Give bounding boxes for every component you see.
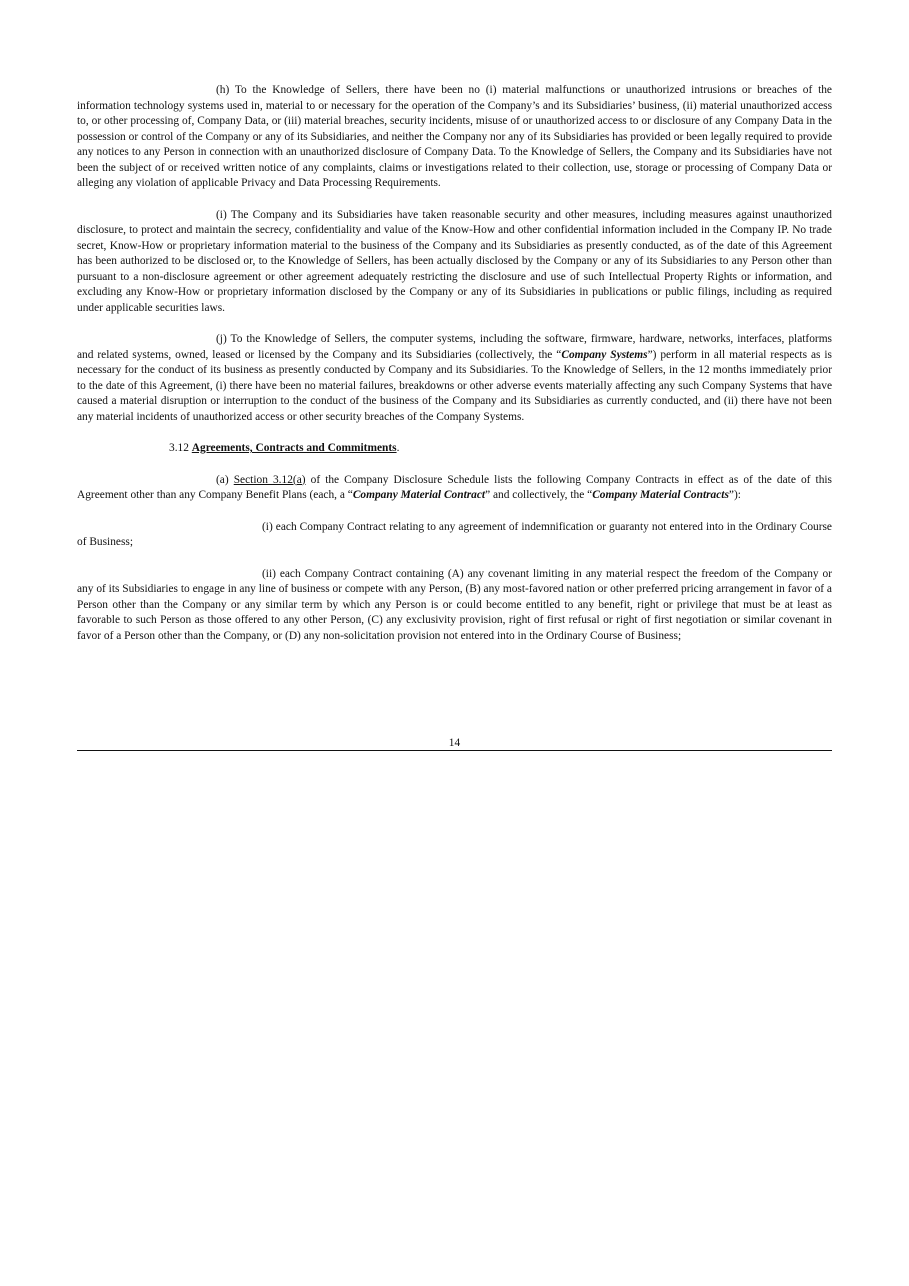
section-heading-3-12 <box>77 441 832 457</box>
defined-term-company-material-contracts: Company Material Contracts <box>592 489 729 501</box>
paragraph-a-i: (i) each Company Contract relating to any agreement of indemnification or guaranty not entered into in the Ordinary Course of Business; <box>77 520 832 548</box>
paragraph-j-text-after: ”) perform in all material respects as is necessary for the conduct of its business as presently conducted by Company and its Subsidiaries. To the Knowledge of Sellers, in the 12 months immediately prior to the date of this Agreement, (i) there have been no material failures, breakdowns or other adverse events materially affecting any such Company Systems that have caused a material disruption or interruption to the conduct of the business of the Company and its Subsidiaries as currently conducted, and (ii) there have not been any material incidents of unauthorized access or other security breaches of the Company Systems. <box>77 348 832 423</box>
footer-rule <box>77 750 832 751</box>
page-footer <box>77 736 832 751</box>
defined-term-company-material-contract: Company Material Contract <box>352 489 486 501</box>
paragraph-i: (i) The Company and its Subsidiaries have taken reasonable security and other measures, including measures against unauthorized disclosure, to protect and maintain the secrecy, confidentiality and value of the Know-How and other confidential information included in the Company IP. No trade secret, Know-How or proprietary information material to the business of the Company and its Subsidiaries as presently conducted, as of the date of this Agreement has been authorized to be disclosed or, to the Knowledge of Sellers, has been actually disclosed by the Company or any of its Subsidiaries to any Person other than pursuant to a non-disclosure agreement or other agreement adequately restricting the disclosure and use of such Intellectual Property Rights or information, and excluding any Know-How or proprietary information disclosed by the Company or any of its Subsidiaries in publications or public filings, including as required under applicable securities laws. <box>77 208 832 314</box>
section-title: Agreements, Contracts and Commitments <box>191 442 397 454</box>
paragraph-a-text: of the Company Disclosure Schedule lists the following Company Contracts in effect as of the date of this Agreement other than any Company Benefit Plans (each, a “ <box>77 473 832 501</box>
paragraph-a-prefix: (a) <box>216 473 234 486</box>
defined-term-company-systems: Company Systems <box>561 348 648 361</box>
section-title-period: . <box>396 442 400 454</box>
document-body <box>77 83 832 644</box>
paragraph-a-ii: (ii) each Company Contract containing (A) any covenant limiting in any material respect the freedom of the Company or any of its Subsidiaries to engage in any line of business or compete with any Person, (B) any most-favored nation or other preferred pricing arrangement in favor of a Person other than the Company or any similar term by which any Person is or could become entitled to any benefit, right or privilege that must be at least as favorable to such Person as those offered to any other Person, (C) any exclusivity provision, right of first refusal or right of first negotiation or similar covenant in favor of a Person other than the Company, or (D) any non-solicitation provision not entered into in the Ordinary Course of Business; <box>77 567 832 642</box>
paragraph-h: (h) To the Knowledge of Sellers, there have been no (i) material malfunctions or unauthorized intrusions or breaches of the information technology systems used in, material to or necessary for the operation of the Company’s and its Subsidiaries’ business, (ii) material unauthorized access to, or other processing of, Company Data, or (iii) material breaches, security incidents, misuse of or unauthorized access to or disclosure of any Company Data in the possession or control of the Company or any of its Subsidiaries, and neither the Company nor any of its Subsidiaries has provided or been legally required to provide any notices to any Person in connection with an unauthorized disclosure of Company Data. To the Knowledge of Sellers, the Company and its Subsidiaries have not been the subject of or received written notice of any complaints, claims or investigations related to their collection, use, storage or processing of Company Data or alleging any violation of applicable Privacy and Data Processing Requirements. <box>77 84 832 189</box>
section-reference: Section 3.12(a) <box>233 473 306 486</box>
paragraph-a-text-2: ” and collectively, the “ <box>485 489 593 501</box>
page-number: 14 <box>448 737 461 749</box>
section-number: 3.12 <box>169 442 192 454</box>
paragraph-j <box>77 332 832 425</box>
paragraph-a <box>77 473 832 504</box>
paragraph-a-end: ”): <box>728 489 741 501</box>
paragraph-j-text-before: (j) To the Knowledge of Sellers, the computer systems, including the software, firmware, hardware, networks, interfaces, platforms and related systems, owned, leased or licensed by the Company and its Subsidiaries (collectively, the “ <box>77 333 832 361</box>
